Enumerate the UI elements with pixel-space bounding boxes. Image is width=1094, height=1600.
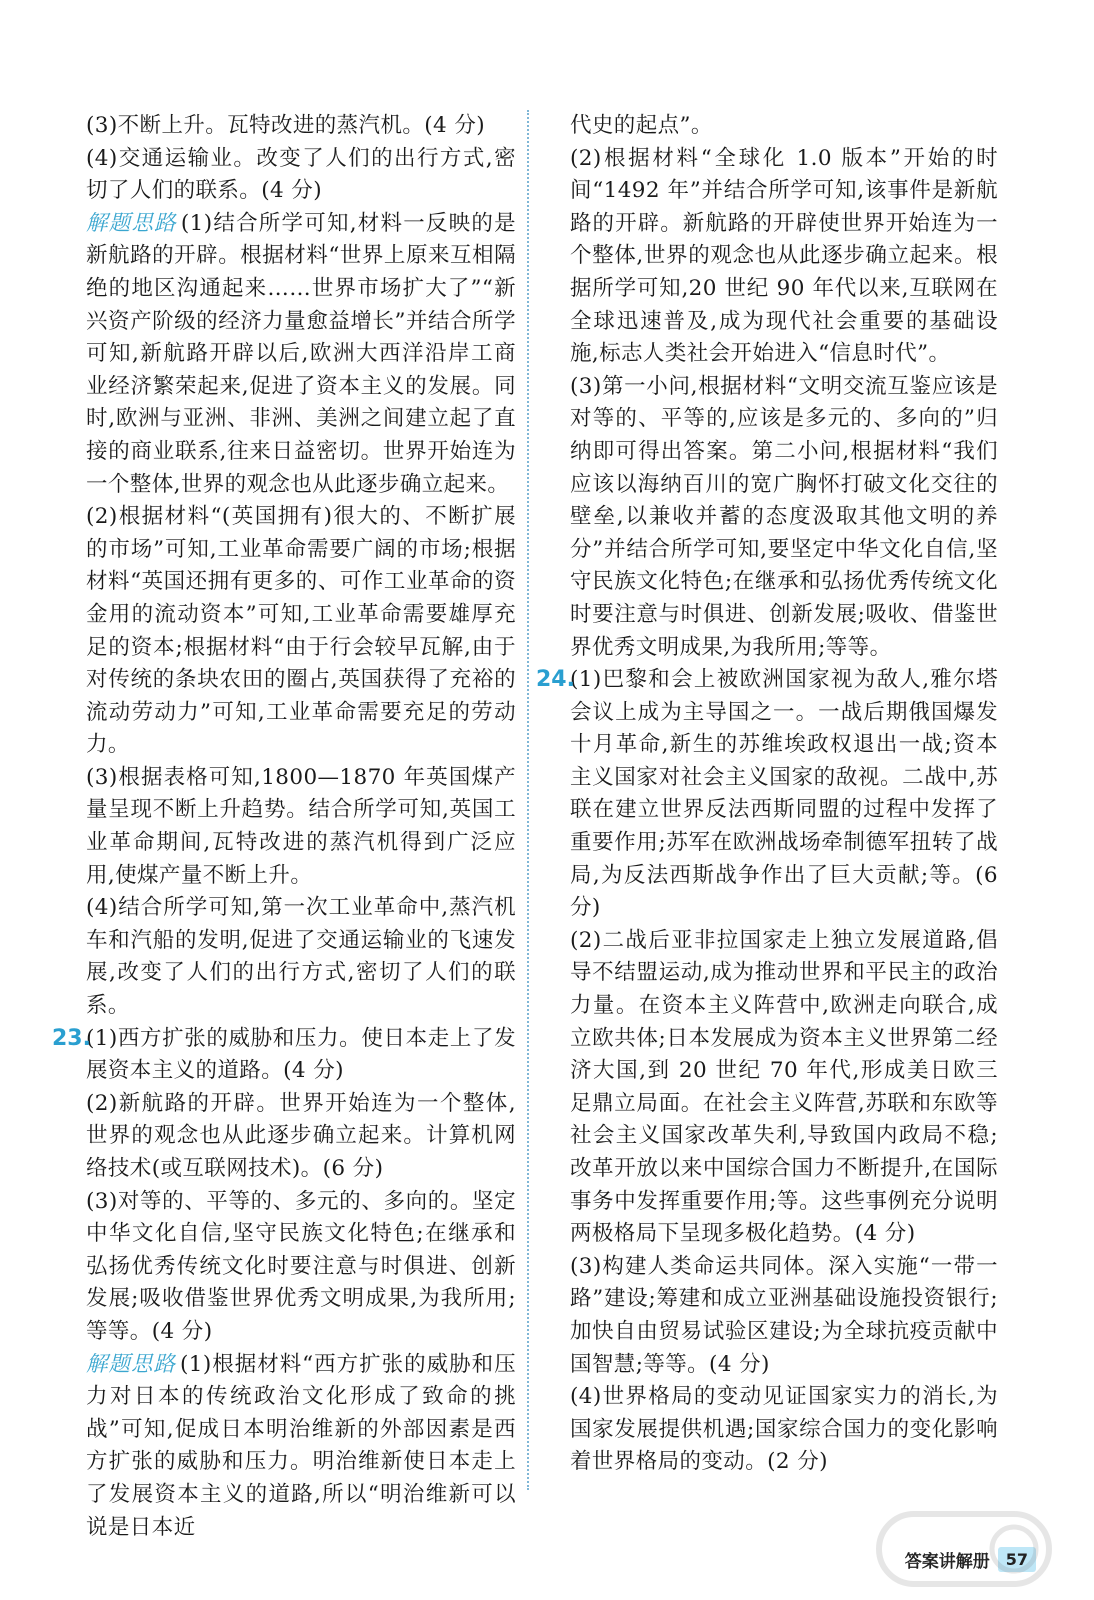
paragraph-text: (1)巴黎和会上被欧洲国家视为敌人,雅尔塔会议上成为主导国之一。一战后期俄国爆发十月革命,新生的苏维埃政权退出一战;资本主义国家对社会主义国家的敌视。二战中,苏联在建立世界反法西斯同盟的过程中发挥了重要作用;苏军在欧洲战场牵制德军扭转了战局,为反法西斯战争作出了巨大贡献;等。(6 分) [570, 667, 998, 921]
column-divider [527, 110, 529, 1490]
paragraph-text: 代史的起点”。 [570, 113, 713, 138]
paragraph-text: (4)世界格局的变动见证国家实力的消长,为国家发展提供机遇;国家综合国力的变化影响着世界格局的变动。(2 分) [570, 1384, 998, 1475]
paragraph-text: (2)二战后亚非拉国家走上独立发展道路,倡导不结盟运动,成为推动世界和平民主的政治力量。在资本主义阵营中,欧洲走向联合,成立欧共体;日本发展成为资本主义世界第二经济大国,到 20 世纪 70 年代,形成美日欧三足鼎立局面。在社会主义阵营,苏联和东欧等社会主义国家改革失利,导致国内政局不稳;改革开放以来中国综合国力不断提升,在国际事务中发挥重要作用;等。这些事例充分说明两极格局下呈现多极化趋势。(4 分) [570, 927, 998, 1247]
left-column [52, 110, 516, 1544]
right_column-paragraph [570, 110, 998, 143]
solution-label: 解题思路 [86, 210, 177, 236]
paragraph-text: (2)根据材料“(英国拥有)很大的、不断扩展的市场”可知,工业革命需要广阔的市场;根据材料“英国还拥有更多的、可作工业革命的资金用的流动资本”可知,工业革命需要雄厚充足的资本;根据材料“由于行会较早瓦解,由于对传统的条块农田的圈占,英国获得了充裕的流动劳动力”可知,工业革命需要充足的劳动力。 [86, 504, 516, 758]
left_column-paragraph [86, 762, 516, 892]
paragraph-text: (1)根据材料“西方扩张的威胁和压力对日本的传统政治文化形成了致命的挑战”可知,促成日本明治维新的外部因素是西方扩张的威胁和压力。明治维新使日本走上了发展资本主义的道路,所以“明治维新可以说是日本近 [86, 1351, 516, 1540]
left_column-paragraph [86, 892, 516, 1022]
page-number: 57 [998, 1547, 1036, 1572]
paragraph-text: (3)不断上升。瓦特改进的蒸汽机。(4 分) [86, 113, 486, 138]
right_column-paragraph [570, 371, 998, 664]
left_column-paragraph [86, 1186, 516, 1349]
right_column-paragraph [536, 664, 998, 925]
question-number: 23. [52, 1025, 91, 1051]
left_column-paragraph [86, 501, 516, 762]
footer-label: 答案讲解册 [904, 1552, 990, 1572]
question-number: 24. [536, 667, 575, 693]
paragraph-text: (4)结合所学可知,第一次工业革命中,蒸汽机车和汽船的发明,促进了交通运输业的飞速发展,改变了人们的出行方式,密切了人们的联系。 [86, 895, 516, 1019]
paragraph-text: (1)结合所学可知,材料一反映的是新航路的开辟。根据材料“世界上原来互相隔绝的地区沟通起来……世界市场扩大了”“新兴资产阶级的经济力量愈益增长”并结合所学可知,新航路开辟以后,欧洲大西洋沿岸工商业经济繁荣起来,促进了资本主义的发展。同时,欧洲与亚洲、非洲、美洲之间建立起了直接的商业联系,往来日益密切。世界开始连为一个整体,世界的观念也从此逐步确立起来。 [86, 210, 516, 497]
left_column-paragraph [86, 1088, 516, 1186]
paragraph-text: (3)第一小问,根据材料“文明交流互鉴应该是对等的、平等的,应该是多元的、多向的”归纳即可得出答案。第二小问,根据材料“我们应该以海纳百川的宽广胸怀打破文化交往的壁垒,以兼收并蓄的态度汲取其他文明的养分”并结合所学可知,要坚定中华文化自信,坚守民族文化特色;在继承和弘扬优秀传统文化时要注意与时俱进、创新发展;吸收、借鉴世界优秀文明成果,为我所用;等等。 [570, 373, 998, 660]
paragraph-text: (1)西方扩张的威胁和压力。使日本走上了发展资本主义的道路。(4 分) [86, 1025, 516, 1084]
paragraph-text: (3)构建人类命运共同体。深入实施“一带一路”建设;筹建和成立亚洲基础设施投资银行;加快自由贸易试验区建设;为全球抗疫贡献中国智慧;等等。(4 分) [570, 1253, 998, 1377]
left_column-paragraph [86, 110, 516, 143]
right_column-paragraph [570, 1251, 998, 1381]
right_column-paragraph [570, 1381, 998, 1479]
right_column-paragraph [570, 143, 998, 371]
left_column-paragraph [86, 1349, 516, 1545]
paragraph-text: (2)根据材料“全球化 1.0 版本”开始的时间“1492 年”并结合所学可知,该事件是新航路的开辟。新航路的开辟使世界开始连为一个整体,世界的观念也从此逐步确立起来。根据所学可知,20 世纪 90 年代以来,互联网在全球迅速普及,成为现代社会重要的基础设施,标志人类社会开始进入“信息时代”。 [570, 145, 998, 367]
right-column [536, 110, 998, 1479]
paragraph-text: (3)根据表格可知,1800—1870 年英国煤产量呈现不断上升趋势。结合所学可知,英国工业革命期间,瓦特改进的蒸汽机得到广泛应用,使煤产量不断上升。 [86, 764, 516, 888]
paragraph-text: (4)交通运输业。改变了人们的出行方式,密切了人们的联系。(4 分) [86, 145, 516, 204]
left_column-paragraph [52, 1023, 516, 1088]
right_column-paragraph [570, 925, 998, 1251]
paragraph-text: (2)新航路的开辟。世界开始连为一个整体,世界的观念也从此逐步确立起来。计算机网络技术(或互联网技术)。(6 分) [86, 1090, 516, 1181]
left_column-paragraph [86, 208, 516, 501]
solution-label: 解题思路 [86, 1351, 176, 1377]
left_column-paragraph [86, 143, 516, 208]
watermark-logo-icon [874, 1504, 1054, 1594]
paragraph-text: (3)对等的、平等的、多元的、多向的。坚定中华文化自信,坚守民族文化特色;在继承和弘扬优秀传统文化时要注意与时俱进、创新发展;吸收借鉴世界优秀文明成果,为我所用;等等。(4 分) [86, 1188, 516, 1344]
